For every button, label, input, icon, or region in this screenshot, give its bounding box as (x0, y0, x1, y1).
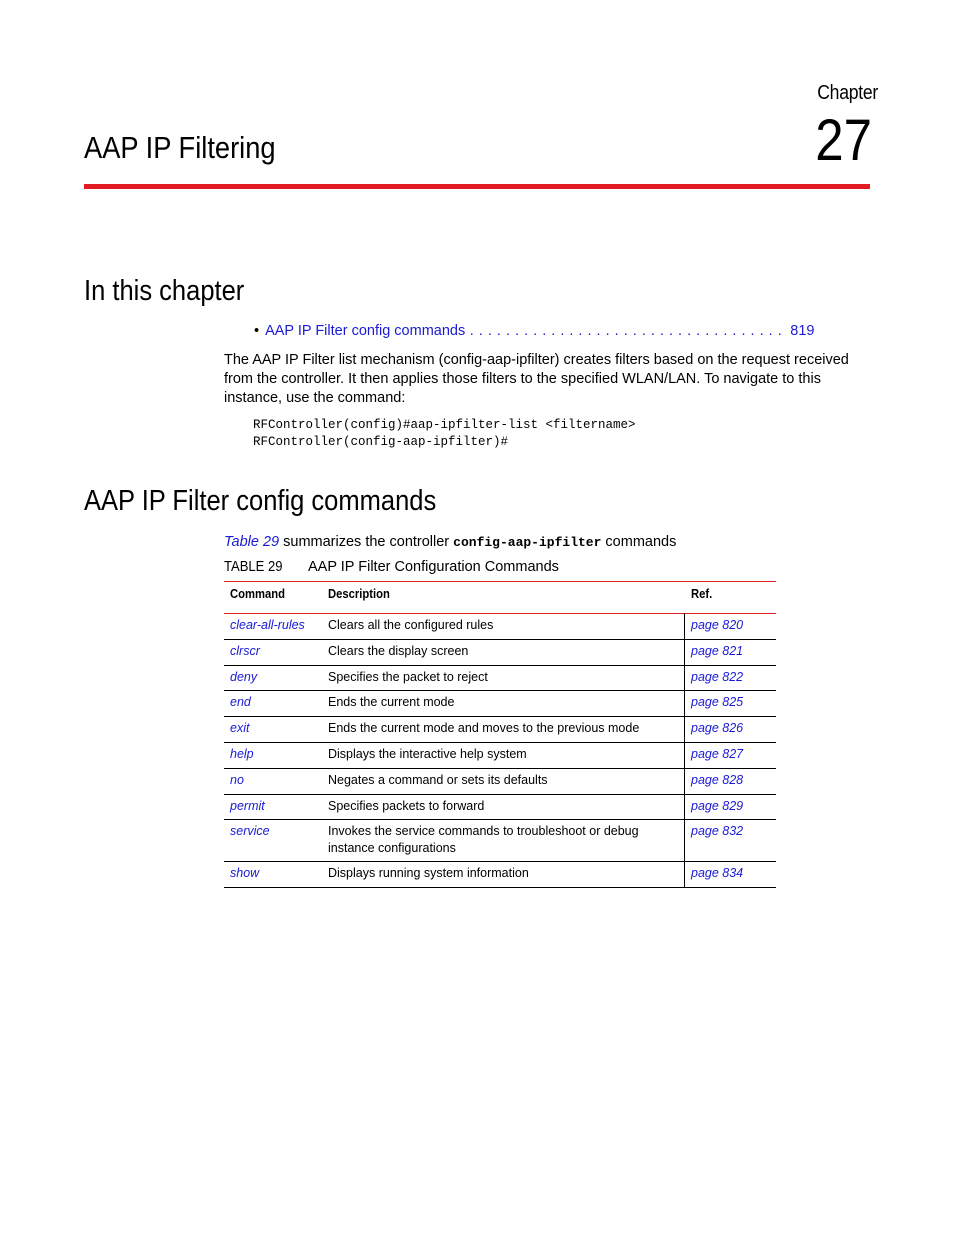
table-row (224, 794, 776, 820)
command-link[interactable]: no (230, 772, 244, 787)
command-description: Displays running system information (328, 866, 529, 881)
table-caption-text: AAP IP Filter Configuration Commands (308, 559, 559, 575)
commands-table (224, 581, 776, 888)
table-caption-label: TABLE 29 (224, 559, 283, 575)
table-row (224, 614, 776, 640)
command-link[interactable]: permit (230, 798, 265, 813)
command-description: Specifies packets to forward (328, 798, 485, 813)
in-this-chapter-heading: In this chapter (84, 275, 245, 307)
command-description: Specifies the packet to reject (328, 669, 488, 684)
page-ref-link[interactable]: page 828 (685, 768, 777, 794)
command-link[interactable]: clrscr (230, 643, 260, 658)
command-link[interactable]: exit (230, 721, 250, 736)
page-ref-link[interactable]: page 827 (685, 742, 777, 768)
command-description: Ends the current mode and moves to the previous mode (328, 721, 640, 736)
toc-page-link[interactable]: 819 (790, 323, 815, 339)
page-ref-link[interactable]: page 826 (685, 717, 777, 743)
command-description: Invokes the service commands to troubleshoot or debug instance configurations (328, 824, 639, 856)
command-link[interactable]: help (230, 746, 254, 761)
toc-bullet: • (254, 323, 260, 339)
table-reference-link[interactable]: Table 29 (224, 534, 280, 550)
intro-paragraph: The AAP IP Filter list mechanism (config-aap-ipfilter) creates filters based on the request received from the controller. It then applies those filters to the specified WLAN/LAN. To navigate to this instance, use the command: (224, 352, 849, 406)
toc-leader-dots: . . . . . . . . . . . . . . . . . . . . . . . . . . . . . . . . . . . (465, 323, 783, 339)
toc-link[interactable]: AAP IP Filter config commands (265, 323, 466, 339)
command-link[interactable]: service (230, 824, 270, 839)
table-row (224, 820, 776, 862)
context-code: config-aap-ipfilter (453, 535, 602, 550)
table-intro-text: summarizes the controller (279, 534, 454, 550)
command-description: Negates a command or sets its defaults (328, 772, 548, 787)
table-row (224, 665, 776, 691)
code-line: RFController(config-aap-ipfilter)# (253, 435, 509, 449)
table-intro (224, 534, 676, 550)
command-link[interactable]: deny (230, 669, 258, 684)
page-ref-link[interactable]: page 825 (685, 691, 777, 717)
command-link[interactable]: clear-all-rules (230, 618, 305, 632)
chapter-label: Chapter (817, 82, 878, 104)
table-row (224, 742, 776, 768)
command-description: Clears all the configured rules (328, 618, 494, 632)
command-description: Displays the interactive help system (328, 746, 527, 761)
page-ref-link[interactable]: page 829 (685, 794, 777, 820)
chapter-title-rule (84, 184, 870, 189)
toc-entry[interactable] (254, 323, 814, 339)
page-ref-link[interactable]: page 821 (685, 639, 777, 665)
command-description: Ends the current mode (328, 695, 455, 710)
column-header-ref: Ref. (690, 587, 712, 601)
chapter-title: AAP IP Filtering (84, 130, 276, 165)
table-row (224, 691, 776, 717)
table-row (224, 768, 776, 794)
command-link[interactable]: end (230, 695, 251, 710)
column-header-command: Command (230, 587, 286, 601)
page-ref-link[interactable]: page 822 (685, 665, 777, 691)
page-ref-link[interactable]: page 834 (685, 862, 777, 888)
table-caption (224, 559, 559, 575)
commands-section-heading: AAP IP Filter config commands (84, 485, 437, 517)
command-example (253, 417, 636, 451)
code-line: RFController(config)#aap-ipfilter-list <filtername> (253, 418, 636, 432)
table-row (224, 717, 776, 743)
chapter-number: 27 (815, 108, 872, 173)
column-header-description: Description (328, 587, 390, 601)
table-header-row (224, 582, 776, 614)
table-intro-end: commands (601, 534, 677, 550)
page-ref-link[interactable]: page 832 (685, 820, 777, 862)
table-row (224, 639, 776, 665)
table-row (224, 862, 776, 888)
page-ref-link[interactable]: page 820 (685, 614, 777, 640)
command-link[interactable]: show (230, 866, 260, 881)
command-description: Clears the display screen (328, 643, 469, 658)
